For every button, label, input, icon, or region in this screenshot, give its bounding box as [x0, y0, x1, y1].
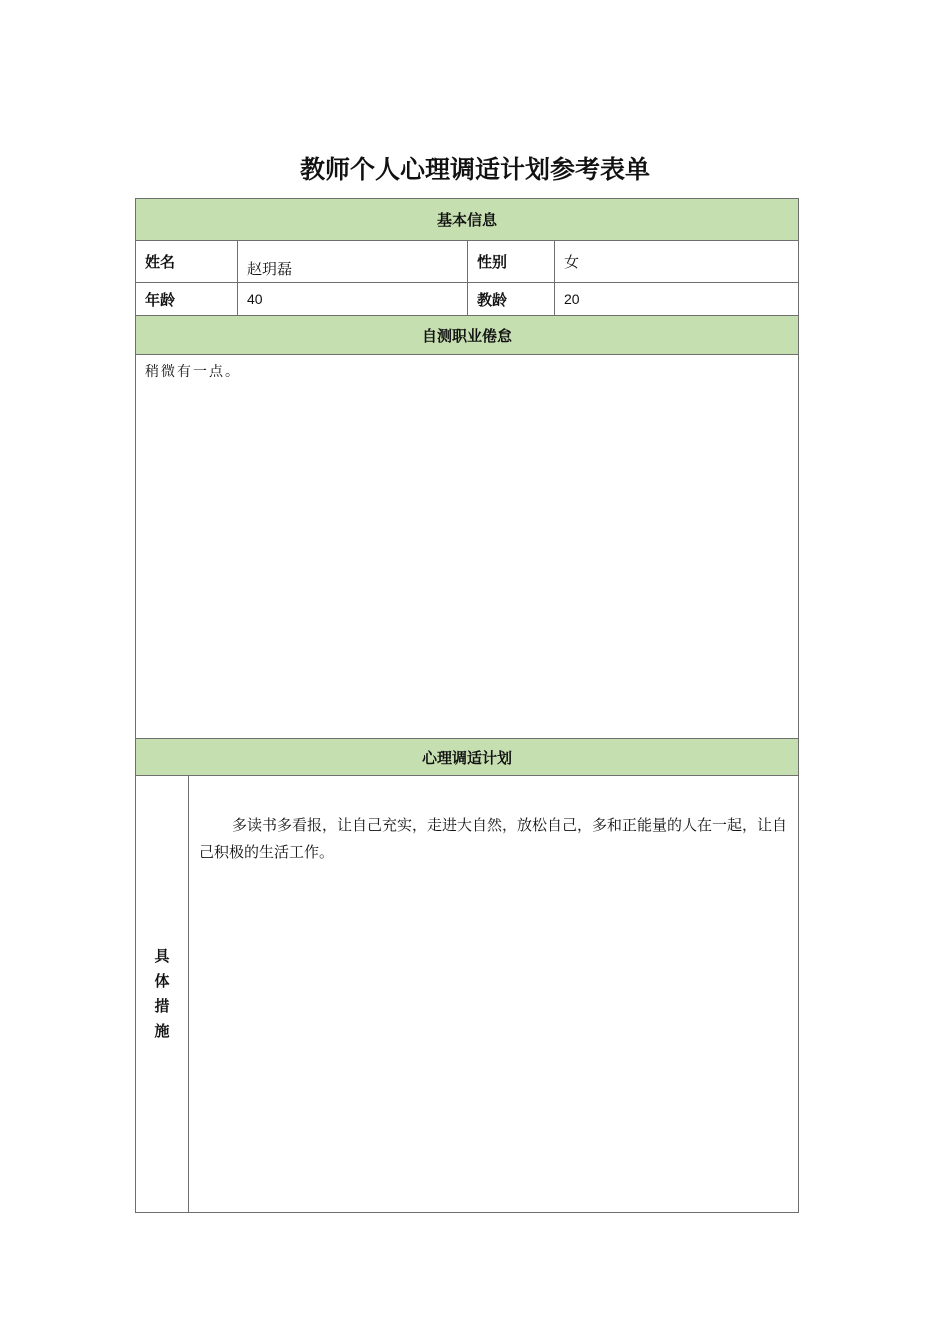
- name-value[interactable]: 赵玥磊: [238, 241, 468, 283]
- burnout-content[interactable]: 稍微有一点。: [136, 355, 799, 739]
- age-label: 年龄: [136, 283, 238, 316]
- gender-label: 性别: [468, 241, 555, 283]
- form-table: [135, 198, 799, 1213]
- measures-label: [136, 776, 189, 1213]
- plan-header: 心理调适计划: [136, 739, 799, 776]
- teaching-age-label: 教龄: [468, 283, 555, 316]
- measures-char: 施: [154, 1022, 170, 1040]
- teaching-age-value[interactable]: 20: [555, 283, 799, 316]
- name-label: 姓名: [136, 241, 238, 283]
- plan-content: 多读书多看报，让自己充实，走进大自然，放松自己，多和正能量的人在一起，让自己积极的生活工作。: [199, 816, 788, 861]
- basic-info-header: 基本信息: [136, 199, 799, 241]
- age-value[interactable]: 40: [238, 283, 468, 316]
- page-title: 教师个人心理调适计划参考表单: [299, 155, 650, 184]
- measures-char: 体: [154, 972, 170, 990]
- measures-char: 具: [154, 947, 170, 965]
- burnout-header: 自测职业倦怠: [136, 316, 799, 355]
- measures-char: 措: [154, 997, 170, 1015]
- plan-content-cell[interactable]: [189, 776, 799, 1213]
- gender-value[interactable]: 女: [555, 241, 799, 283]
